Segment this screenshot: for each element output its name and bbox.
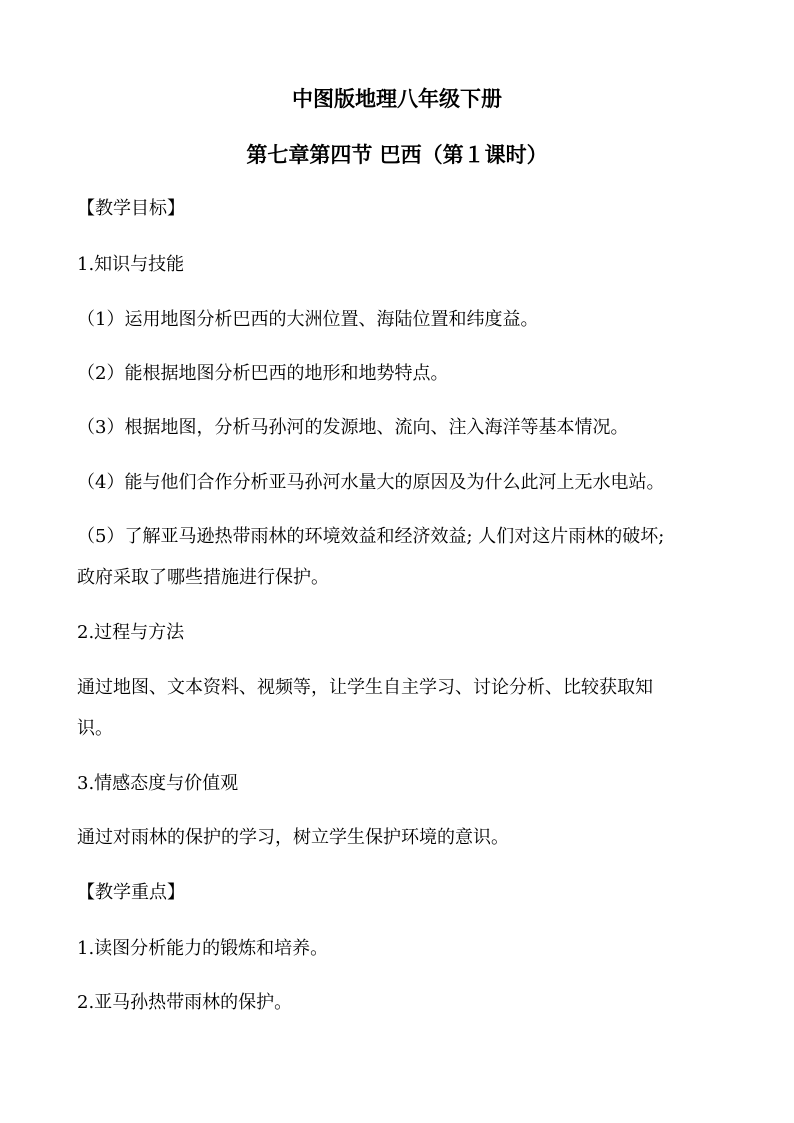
emotion-text: 通过对雨林的保护的学习，树立学生保护环境的意识。 bbox=[77, 827, 509, 848]
knowledge-item-5-line-2: 政府采取了哪些措施进行保护。 bbox=[77, 567, 329, 588]
key-point-2: 2.亚马孙热带雨林的保护。 bbox=[77, 992, 293, 1013]
section-heading-goals: 【教学目标】 bbox=[77, 198, 185, 219]
key-point-1: 1.读图分析能力的锻炼和培养。 bbox=[77, 938, 329, 959]
lesson-title: 第七章第四节 巴西（第１课时） bbox=[246, 142, 548, 167]
knowledge-item-3: （3）根据地图，分析马孙河的发源地、流向、注入海洋等基本情况。 bbox=[77, 417, 629, 438]
process-text-line-1: 通过地图、文本资料、视频等，让学生自主学习、讨论分析、比较获取知 bbox=[77, 677, 653, 698]
process-text-line-2: 识。 bbox=[77, 718, 113, 739]
section-heading-key-points: 【教学重点】 bbox=[77, 882, 185, 903]
knowledge-heading: 1.知识与技能 bbox=[77, 254, 185, 275]
knowledge-item-4: （4）能与他们合作分析亚马孙河水量大的原因及为什么此河上无水电站。 bbox=[77, 472, 665, 493]
knowledge-item-5-line-1: （5）了解亚马逊热带雨林的环境效益和经济效益; 人们对这片雨林的破坏; bbox=[77, 526, 665, 547]
document-title: 中图版地理八年级下册 bbox=[292, 86, 502, 111]
process-heading: 2.过程与方法 bbox=[77, 622, 185, 643]
knowledge-item-2: （2）能根据地图分析巴西的地形和地势特点。 bbox=[77, 363, 449, 384]
emotion-heading: 3.情感态度与价值观 bbox=[77, 773, 239, 794]
knowledge-item-1: （1）运用地图分析巴西的大洲位置、海陆位置和纬度益。 bbox=[77, 309, 539, 330]
